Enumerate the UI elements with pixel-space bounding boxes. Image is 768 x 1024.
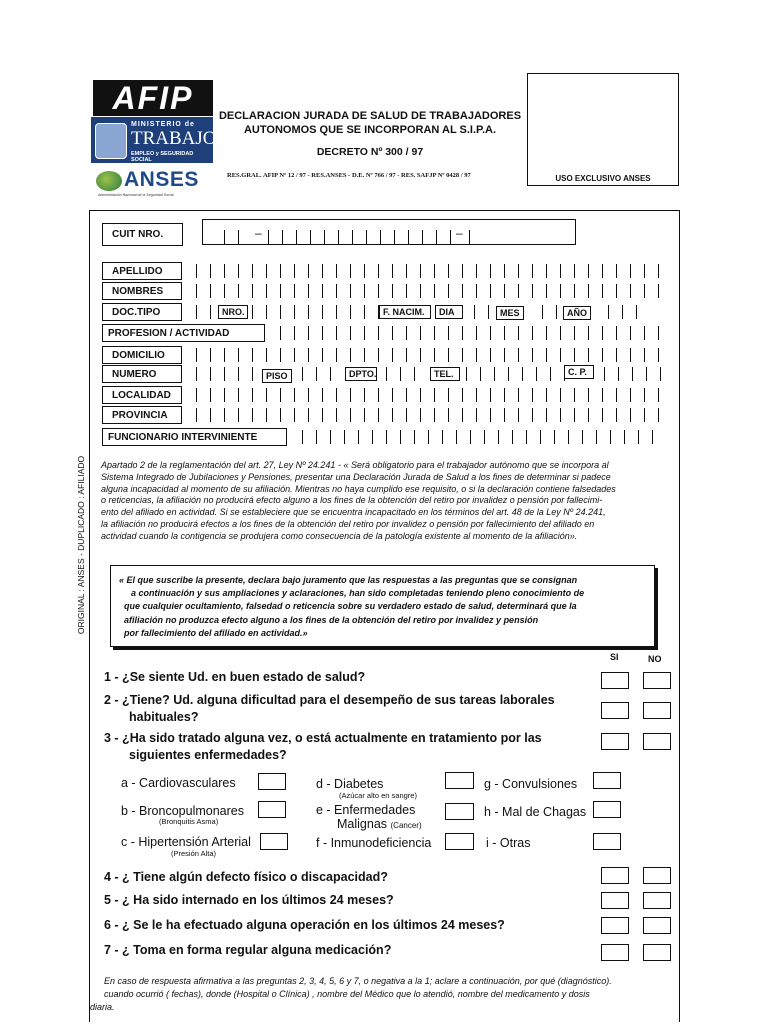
q6-no-checkbox[interactable]	[643, 917, 671, 934]
mes-label: MES	[496, 306, 524, 320]
si-header: SI	[610, 652, 619, 662]
no-header: NO	[648, 654, 662, 664]
ministerio-trabajo-logo: MINISTERIO de TRABAJO EMPLEO y SEGURIDAD SOCIAL	[91, 117, 213, 163]
q5-si-checkbox[interactable]	[601, 892, 629, 909]
disease-c-label: c - Hipertensión Arterial	[121, 835, 251, 849]
localidad-input[interactable]	[196, 388, 659, 402]
q1-no-checkbox[interactable]	[643, 672, 671, 689]
piso-input[interactable]	[302, 367, 331, 381]
anses-logo: ANSES Administración Nacional de la Seguridad Social	[98, 168, 199, 197]
disease-e-label: e - Enfermedades Malignas (Cancer)	[316, 803, 422, 831]
localidad-label: LOCALIDAD	[102, 386, 182, 404]
disease-f-label: f - Inmunodeficiencia	[316, 836, 432, 850]
anio-input[interactable]	[608, 305, 637, 319]
footer-instructions: En caso de respuesta afirmativa a las preguntas 2, 3, 4, 5, 6 y 7, o negativa a la 1; aclare a continuación, por qué (diagnóstico). cuando ocurrió ( fechas), donde (Hospital o Clínica) , nombre del Médico que lo atendió, nombre del medicamento y dosis diaria.	[90, 976, 612, 1012]
cuit-cells	[469, 230, 471, 244]
dpto-input[interactable]	[386, 367, 415, 381]
mes-input[interactable]	[542, 305, 557, 319]
cp-label: C. P.	[564, 365, 594, 379]
q3-si-checkbox[interactable]	[601, 733, 629, 750]
funcionario-input[interactable]	[302, 430, 661, 444]
oath-box: « El que suscribe la presente, declara bajo juramento que las respuestas a las preguntas que se consignan a continuación y sus ampliaciones y aclaraciones, han sido completadas teniendo pleno conocimiento de que cualquier ocultamiento, falsedad o reticencia sobre su verdadero estado de salud, determinará que la afiliación no produzca efecto alguno a los fines de la obtención del retiro por invalidez y pensión por fallecimiento del afiliado en actividad.»	[110, 565, 655, 647]
q3-no-checkbox[interactable]	[643, 733, 671, 750]
question-6: 6 - ¿ Se le ha efectuado alguna operación en los últimos 24 meses?	[104, 918, 505, 932]
disease-c-checkbox[interactable]	[260, 833, 288, 850]
disease-d-note: (Azúcar alto en sangre)	[339, 791, 417, 800]
domicilio-input[interactable]	[196, 348, 659, 362]
domicilio-label: DOMICILIO	[102, 346, 182, 364]
apellido-input[interactable]	[196, 264, 659, 278]
resoluciones: RES.GRAL. AFIP Nº 12 / 97 - RES.ANSES - D.E. Nº 766 / 97 - RES. SAFJP Nº 0428 / 97	[227, 172, 471, 179]
disease-i-label: i - Otras	[486, 836, 531, 850]
nombres-label: NOMBRES	[102, 282, 182, 300]
copy-distribution-label: ORIGINAL : ANSES - DUPLICADO : AFILIADO	[76, 455, 86, 635]
form-title: DECLARACION JURADA DE SALUD DE TRABAJADORES AUTONOMOS QUE SE INCORPORAN AL S.I.P.A.	[218, 110, 522, 136]
q5-no-checkbox[interactable]	[643, 892, 671, 909]
apellido-label: APELLIDO	[102, 262, 182, 280]
disease-g-checkbox[interactable]	[593, 772, 621, 789]
disease-a-label: a - Cardiovasculares	[121, 776, 236, 790]
disease-d-label: d - Diabetes	[316, 777, 384, 791]
cuit-cells	[268, 230, 451, 244]
q6-si-checkbox[interactable]	[601, 917, 629, 934]
funcionario-label: FUNCIONARIO INTERVINIENTE	[102, 428, 287, 446]
dpto-label: DPTO.	[345, 367, 377, 381]
q2-no-checkbox[interactable]	[643, 702, 671, 719]
q7-no-checkbox[interactable]	[643, 944, 671, 961]
disease-h-checkbox[interactable]	[593, 801, 621, 818]
disease-e-checkbox[interactable]	[445, 803, 474, 820]
q4-si-checkbox[interactable]	[601, 867, 629, 884]
cuit-dash-2: –	[456, 226, 463, 240]
disease-i-checkbox[interactable]	[593, 833, 621, 850]
f-nacim-label: F. NACIM.	[379, 305, 431, 319]
cuit-dash-1: –	[255, 226, 262, 240]
q4-no-checkbox[interactable]	[643, 867, 671, 884]
question-7: 7 - ¿ Toma en forma regular alguna medicación?	[104, 943, 392, 957]
cp-input[interactable]	[604, 367, 661, 381]
q7-si-checkbox[interactable]	[601, 944, 629, 961]
q1-si-checkbox[interactable]	[601, 672, 629, 689]
numero-label: NUMERO	[102, 365, 182, 383]
question-3: 3 - ¿Ha sido tratado alguna vez, o está actualmente en tratamiento por las siguientes enfermedades?	[104, 731, 542, 762]
cuit-cells	[224, 230, 239, 244]
dia-label: DIA	[435, 305, 463, 319]
legal-paragraph: Apartado 2 de la reglamentación del art. 27, Ley Nº 24.241 - « Será obligatorio para el trabajador autónomo que se incorpora al Sistema Integrado de Jubilaciones y Pensiones, presentar una Declaración Jurada de Salud a los fines de determinar si padece alguna incapacidad al momento de su afiliación. Mientras no haya cumplido ese requisito, o si la declaración contiene falsedades o reticencias, la afiliación no producirá efecto alguno a los fines de la obtención del retiro por invalidez o pensión por fallecimi- ento del afiliado en actividad. Si se estableciere que se encuentra incapacitado en los términos del art. 48 de la Ley Nº 24.241, la afiliación no producirá efectos a los fines de la obtención del retiro por invalidez o pensión por fallecimiento del afiliado en actividad cuando la contigencia se produjera como consecuencia de la patología existente al momento de la afiliación».	[101, 460, 616, 541]
seal-icon	[95, 123, 127, 159]
provincia-input[interactable]	[196, 408, 659, 422]
nombres-input[interactable]	[196, 284, 659, 298]
provincia-label: PROVINCIA	[102, 406, 182, 424]
q2-si-checkbox[interactable]	[601, 702, 629, 719]
uso-exclusivo-box: USO EXCLUSIVO ANSES	[527, 73, 679, 186]
anio-label: AÑO	[563, 306, 591, 320]
decreto: DECRETO Nº 300 / 97	[316, 146, 424, 158]
disease-f-checkbox[interactable]	[445, 833, 474, 850]
piso-label: PISO	[262, 369, 292, 383]
form-frame	[89, 210, 680, 1022]
disease-c-note: (Presión Alta)	[171, 849, 217, 858]
doc-tipo-input[interactable]	[196, 305, 211, 319]
profesion-label: PROFESION / ACTIVIDAD	[102, 324, 265, 342]
afip-logo: AFIP	[93, 80, 213, 116]
disease-d-checkbox[interactable]	[445, 772, 474, 789]
question-4: 4 - ¿ Tiene algún defecto físico o discapacidad?	[104, 870, 388, 884]
cuit-label: CUIT NRO.	[102, 223, 183, 246]
dia-input[interactable]	[474, 305, 489, 319]
profesion-input[interactable]	[280, 326, 659, 340]
nro-label: NRO.	[218, 305, 248, 319]
tel-label: TEL.	[430, 367, 460, 381]
question-2: 2 - ¿Tiene? Ud. alguna dificultad para el desempeño de sus tareas laborales habituales?	[104, 693, 555, 724]
disease-g-label: g - Convulsiones	[484, 777, 578, 791]
disease-h-label: h - Mal de Chagas	[484, 805, 587, 819]
question-5: 5 - ¿ Ha sido internado en los últimos 24 meses?	[104, 893, 394, 907]
doc-tipo-label: DOC.TIPO	[102, 303, 182, 321]
anses-emblem-icon	[96, 171, 122, 191]
numero-input[interactable]	[196, 367, 253, 381]
disease-b-note: (Bronquitis Asma)	[159, 817, 219, 826]
disease-a-checkbox[interactable]	[258, 773, 286, 790]
disease-b-label: b - Broncopulmonares	[121, 804, 244, 818]
nro-input[interactable]	[252, 305, 379, 319]
tel-input[interactable]	[466, 367, 565, 381]
disease-b-checkbox[interactable]	[258, 801, 286, 818]
personal-data-section	[102, 260, 660, 448]
question-1: 1 - ¿Se siente Ud. en buen estado de salud?	[104, 670, 366, 684]
